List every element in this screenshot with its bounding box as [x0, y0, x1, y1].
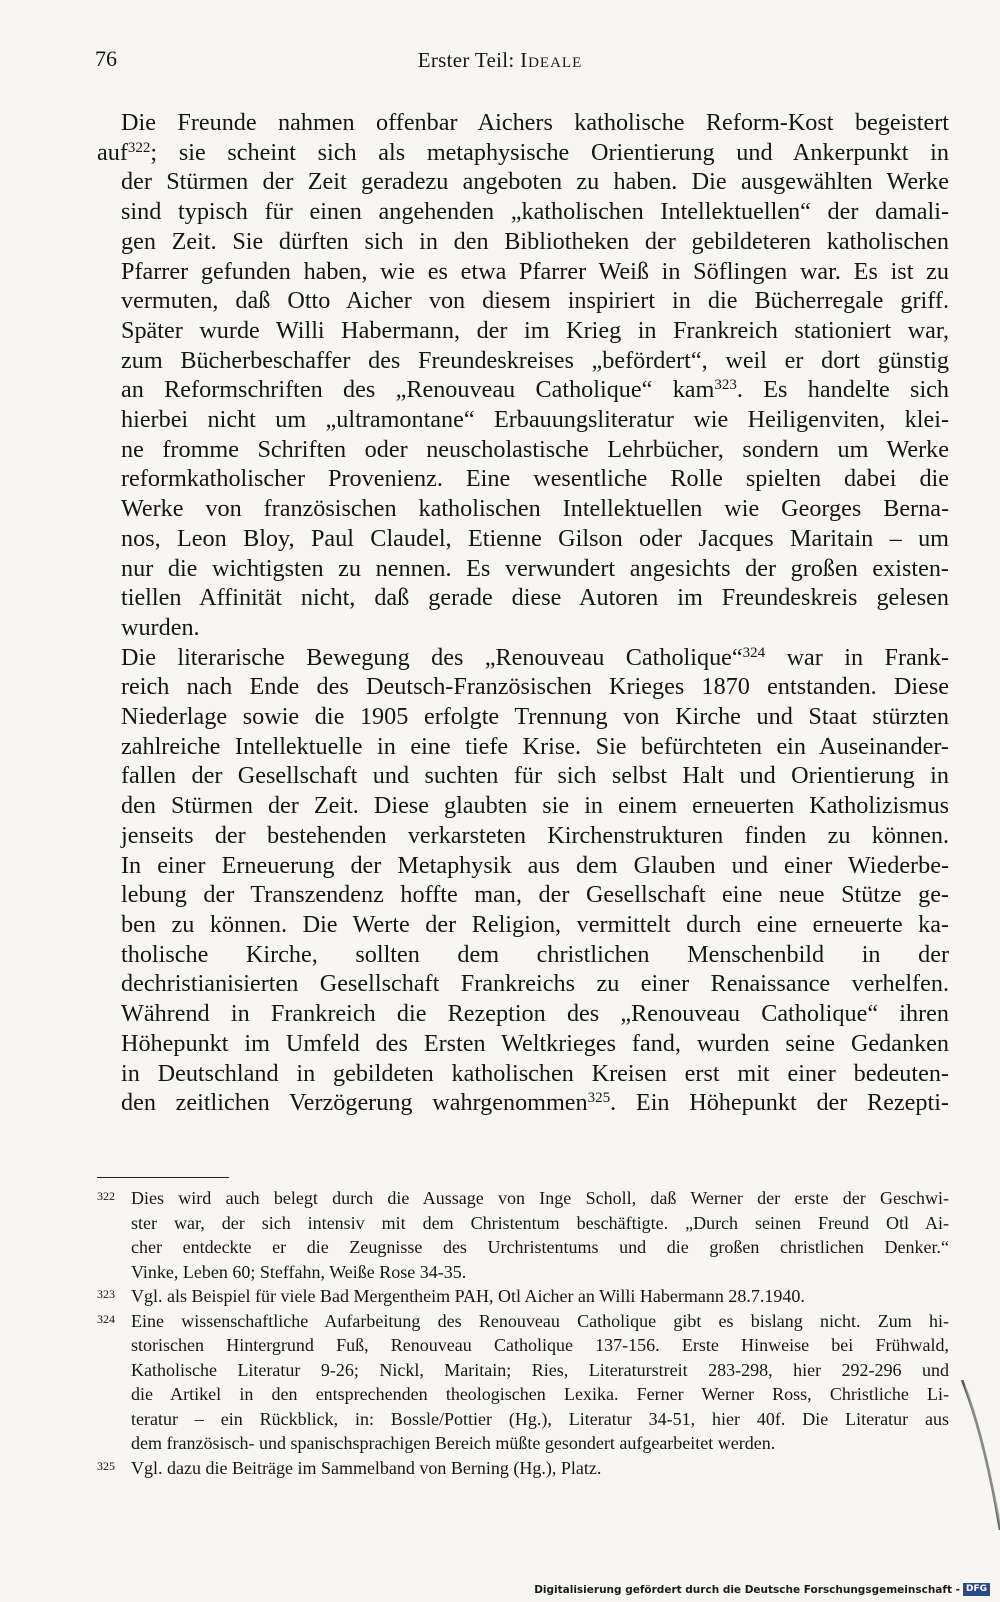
footnote-text — [131, 1456, 949, 1481]
text-segment: . Es handelte sich — [736, 376, 950, 404]
footnote-line: storischen Hintergrund Fuß, Renouveau Catholique 137-156. Erste Hinweise bei Frühwald, — [131, 1335, 949, 1355]
text-segment: . Ein Höhepunkt der Rezepti- — [610, 1089, 949, 1117]
footnote-325 — [97, 1456, 949, 1481]
footnote-text — [131, 1186, 949, 1284]
footnote-line: ster war, der sich intensiv mit dem Christentum beschäftigte. „Durch seinen Freund Otl Ai- — [131, 1212, 949, 1233]
credit-text: Digitalisierung gefördert durch die Deutsche Forschungsgemeinschaft - — [534, 1583, 960, 1596]
text-line: Später wurde Willi Habermann, der im Krieg in Frankreich stationiert war, — [121, 316, 949, 344]
body-text — [97, 108, 949, 1118]
text-line: reich nach Ende des Deutsch-Französischen Krieges 1870 entstanden. Diese — [121, 673, 949, 701]
text-line: Höhepunkt im Umfeld des Ersten Weltkrieges fand, wurden seine Gedanken — [121, 1029, 949, 1057]
text-line: den Stürmen der Zeit. Diese glaubten sie in einem erneuerten Katholizismus — [121, 792, 949, 820]
text-line: sind typisch für einen angehenden „katholischen Intellektuellen“ der damali- — [121, 198, 949, 226]
text-line: reformkatholischer Provenienz. Eine wesentliche Rolle spielten dabei die — [121, 465, 949, 493]
text-line — [97, 138, 949, 168]
footnote-line: cher entdeckte er die Zeugnisse des Urchristentums und die großen christlichen Denker.“ — [131, 1237, 949, 1257]
text-line: jenseits der bestehenden verkarsteten Kirchenstrukturen finden zu können. — [121, 821, 949, 849]
text-line: tiellen Affinität nicht, daß gerade diese Autoren im Freundeskreis gelesen — [121, 584, 949, 612]
text-segment: ; sie scheint sich als metaphysische Orientierung und Ankerpunkt in — [150, 138, 949, 166]
text-line: zum Bücherbeschaffer des Freundeskreises „befördert“, weil er dort günstig — [121, 346, 949, 374]
paragraph-1 — [97, 108, 949, 643]
text-line: Die Freunde nahmen offenbar Aichers katholische Reform-Kost begeistert — [121, 109, 949, 136]
footnote-text — [131, 1309, 949, 1456]
text-line — [97, 643, 949, 673]
text-line: fallen der Gesellschaft und suchten für sich selbst Halt und Orientierung in — [121, 762, 949, 790]
footnote-number: 324 — [97, 1311, 115, 1326]
text-line: hierbei nicht um „ultramontane“ Erbauungsliteratur wie Heiligenviten, klei- — [121, 406, 949, 434]
footnote-line: Katholische Literatur 9-26; Nickl, Maritain; Ries, Literaturstreit 283-298, hier 292-296 und — [131, 1359, 949, 1380]
text-line: In einer Erneuerung der Metaphysik aus dem Glauben und einer Wiederbe- — [121, 851, 949, 879]
footnote-number: 325 — [97, 1458, 115, 1473]
text-line: lebung der Transzendenz hoffte man, der Gesellschaft eine neue Stütze ge- — [121, 881, 949, 909]
text-line — [97, 1088, 949, 1118]
footnote-322 — [97, 1186, 949, 1284]
running-head — [0, 48, 1000, 73]
text-segment: Die literarische Bewegung des „Renouveau Catholique“ — [121, 643, 743, 671]
footnote-ref-325[interactable]: 325 — [587, 1090, 611, 1107]
text-line: nos, Leon Bloy, Paul Claudel, Etienne Gilson oder Jacques Maritain – um — [121, 524, 949, 552]
footnote-line: Dies wird auch belegt durch die Aussage von Inge Scholl, daß Werner der erste der Geschwi- — [131, 1188, 949, 1208]
page-curl-shadow — [960, 1380, 1000, 1530]
footnote-ref-322[interactable]: 322 — [127, 139, 151, 156]
footnote-line: Vinke, Leben 60; Steffahn, Weiße Rose 34-35. — [131, 1261, 467, 1282]
text-line: wurden. — [121, 613, 200, 641]
footnote-ref-324[interactable]: 324 — [742, 644, 766, 661]
text-line — [97, 375, 949, 405]
text-segment: den zeitlichen Verzögerung wahrgenommen — [121, 1089, 588, 1117]
footnote-line: Eine wissenschaftliche Aufarbeitung des Renouveau Catholique gibt es bislang nicht. Zum hi- — [131, 1310, 949, 1331]
text-line: Während in Frankreich die Rezeption des „Renouveau Catholique“ ihren — [121, 1000, 949, 1028]
footnote-ref-323[interactable]: 323 — [714, 377, 737, 394]
text-line: in Deutschland in gebildeten katholischen Kreisen erst mit einer bedeuten- — [121, 1059, 949, 1087]
digitization-credit — [534, 1583, 990, 1596]
footnote-number: 323 — [97, 1287, 115, 1301]
text-segment: auf — [97, 138, 128, 166]
footnote-line: dem französisch- und spanischsprachigen Bereich müßte gesondert aufgearbeitet werden. — [131, 1433, 776, 1453]
text-line: der Stürmen der Zeit geradezu angeboten zu haben. Die ausgewählten Werke — [121, 168, 949, 196]
text-line: tholische Kirche, sollten dem christlichen Menschenbild in der — [121, 940, 949, 968]
page-number: 76 — [95, 46, 117, 71]
text-line: Werke von französischen katholischen Intellektuellen wie Georges Berna- — [121, 495, 949, 523]
running-head-title: Ideale — [520, 48, 583, 72]
running-head-part: Erster Teil: — [417, 48, 521, 72]
text-line: ne fromme Schriften oder neuscholastische Lehrbücher, sondern um Werke — [121, 435, 949, 463]
paragraph-2 — [97, 643, 949, 1118]
text-line: zahlreiche Intellektuelle in eine tiefe Krise. Sie befürchteten ein Auseinander- — [121, 732, 949, 760]
text-line: Pfarrer gefunden haben, wie es etwa Pfarrer Weiß in Söflingen war. Es ist zu — [121, 257, 949, 285]
footnote-line: teratur – ein Rückblick, in: Bossle/Pottier (Hg.), Literatur 34-51, hier 40f. Die Literatur aus — [131, 1408, 949, 1429]
footnote-line: Vgl. als Beispiel für viele Bad Mergentheim PAH, Otl Aicher an Willi Habermann 28.7.1940. — [131, 1286, 805, 1306]
text-line: dechristianisierten Gesellschaft Frankreichs zu einer Renaissance verhelfen. — [121, 970, 949, 998]
text-line: gen Zeit. Sie dürften sich in den Bibliotheken der gebildeteren katholischen — [121, 227, 949, 255]
footnote-number: 322 — [97, 1189, 115, 1203]
footnote-323 — [97, 1284, 949, 1309]
text-line: nur die wichtigsten zu nennen. Es verwundert angesichts der großen existen- — [121, 554, 949, 582]
text-segment: war in Frank- — [765, 643, 949, 671]
text-line: Niederlage sowie die 1905 erfolgte Trennung von Kirche und Staat stürzten — [121, 703, 949, 731]
footnote-text — [131, 1284, 949, 1309]
footnote-divider — [97, 1177, 229, 1178]
dfg-logo: DFG — [963, 1583, 990, 1596]
footnotes — [97, 1186, 949, 1480]
text-segment: an Reformschriften des „Renouveau Catholique“ kam — [121, 376, 715, 404]
text-line: ben zu können. Die Werte der Religion, vermittelt durch eine erneuerte ka- — [121, 910, 949, 938]
footnote-line: Vgl. dazu die Beiträge im Sammelband von Berning (Hg.), Platz. — [131, 1457, 602, 1478]
footnote-line: die Artikel in den entsprechenden theologischen Lexika. Ferner Werner Ross, Christliche Li- — [131, 1384, 949, 1404]
footnote-324 — [97, 1309, 949, 1456]
text-line: vermuten, daß Otto Aicher von diesem inspiriert in die Bücherregale griff. — [121, 287, 949, 315]
